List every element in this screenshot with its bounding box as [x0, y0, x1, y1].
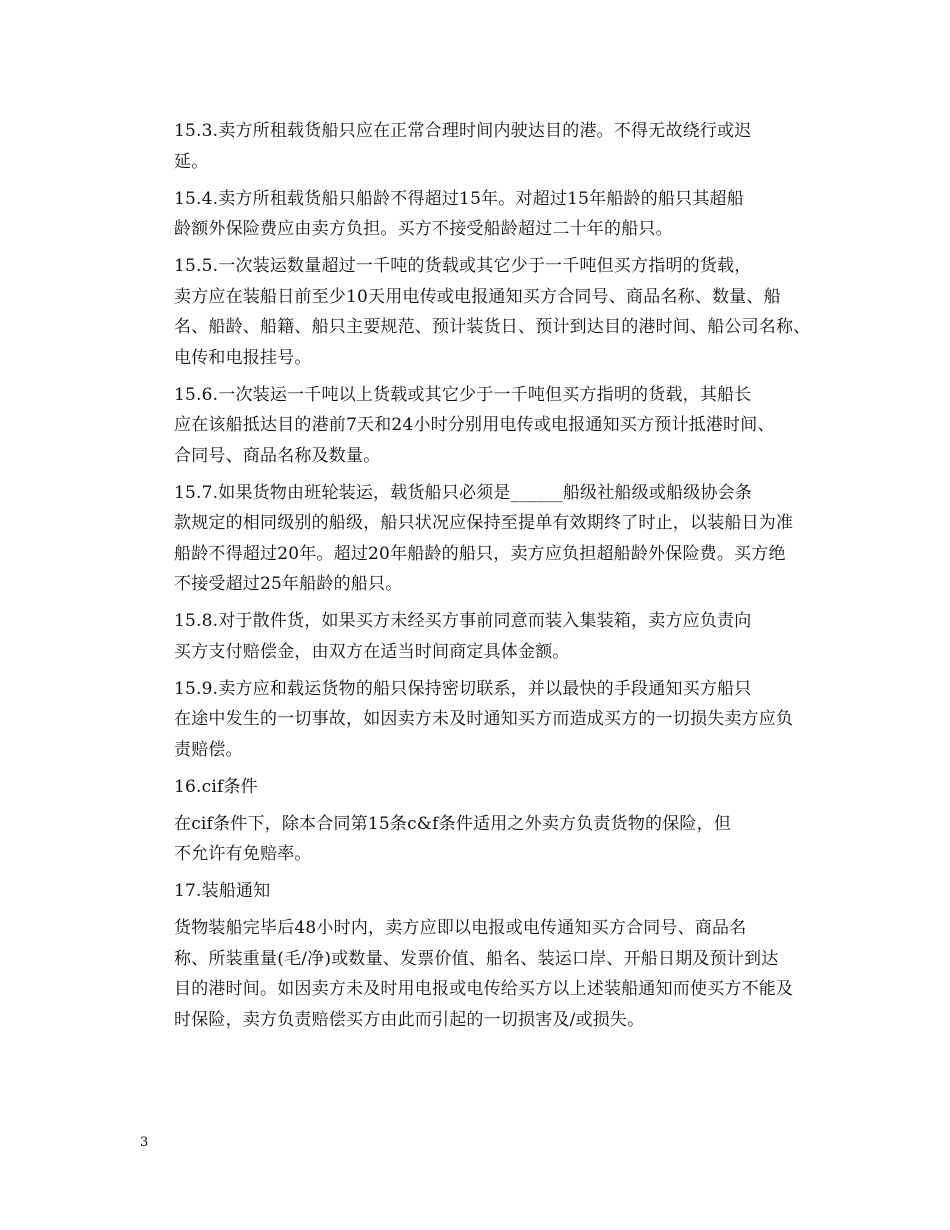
- text-line: 15.9.卖方应和载运货物的船只保持密切联系，并以最快的手段通知买方船只: [174, 678, 752, 699]
- paragraph: [140, 809, 820, 870]
- text-line: 15.3.卖方所租载货船只应在正常合理时间内驶达目的港。不得无故绕行或迟: [174, 121, 752, 141]
- paragraph: [140, 606, 820, 667]
- paragraph: [140, 913, 820, 1035]
- text-line: 17.装船通知: [174, 881, 271, 901]
- paragraph: [140, 251, 820, 373]
- text-line: 货物装船完毕后48小时内，卖方应即以电报或电传通知买方合同号、商品名: [174, 918, 747, 938]
- paragraph: [140, 116, 820, 177]
- text-line: 目的港时间。如因卖方未及时用电报或电传给买方以上述装船通知而使买方不能及: [174, 979, 794, 999]
- text-line: 15.8.对于散件货，如果买方未经买方事前同意而装入集装箱，卖方应负责向: [174, 611, 752, 631]
- text-line: 16.cif条件: [174, 776, 258, 797]
- paragraph: [140, 184, 820, 245]
- text-line: 时保险，卖方负责赔偿买方由此而引起的一切损害及/或损失。: [174, 1009, 645, 1030]
- text-line: 不接受超过25年船龄的船只。: [174, 574, 403, 594]
- text-line: 卖方应在装船日前至少10天用电传或电报通知买方合同号、商品名称、数量、船: [174, 286, 781, 307]
- text-line: 15.6.一次装运一千吨以上货载或其它少于一千吨但买方指明的货载，其船长: [174, 384, 752, 405]
- text-line: 合同号、商品名称及数量。: [174, 445, 381, 466]
- text-line: 买方支付赔偿金，由双方在适当时间商定具体金额。: [174, 641, 570, 662]
- document-body: [140, 116, 820, 1042]
- text-line: 延。: [174, 151, 209, 172]
- text-line: 应在该船抵达目的港前7天和24小时分别用电传或电报通知买方预计抵港时间、: [174, 415, 775, 435]
- text-line: 15.7.如果货物由班轮装运，载货船只必须是______船级社船级或船级协会条: [174, 482, 753, 503]
- text-line: 款规定的相同级别的船级，船只状况应保持至提单有效期终了时止，以装船日为准: [174, 513, 794, 533]
- text-line: 不允许有免赔率。: [174, 844, 312, 864]
- text-line: 15.5.一次装运数量超过一千吨的货载或其它少于一千吨但买方指明的货载，: [174, 256, 752, 276]
- text-line: 在cif条件下，除本合同第15条c&f条件适用之外卖方负责货物的保险，但: [174, 813, 732, 834]
- paragraph: [140, 772, 820, 803]
- paragraph: [140, 478, 820, 600]
- text-line: 责赔偿。: [174, 739, 243, 760]
- text-line: 15.4.卖方所租载货船只船龄不得超过15年。对超过15年船龄的船只其超船: [174, 188, 744, 209]
- paragraph: [140, 380, 820, 472]
- text-line: 龄额外保险费应由卖方负担。买方不接受船龄超过二十年的船只。: [174, 219, 673, 239]
- text-line: 称、所装重量(毛/净)或数量、发票价值、船名、装运口岸、开船日期及预计到达: [174, 948, 779, 969]
- text-line: 电传和电报挂号。: [174, 347, 312, 368]
- text-line: 船龄不得超过20年。超过20年船龄的船只，卖方应负担超船龄外保险费。买方绝: [174, 543, 786, 564]
- paragraph: [140, 674, 820, 766]
- page-number: 3: [140, 1135, 149, 1150]
- text-line: 在途中发生的一切事故，如因卖方未及时通知买方而造成买方的一切损失卖方应负: [174, 709, 794, 729]
- paragraph: [140, 876, 820, 907]
- text-line: 名、船龄、船籍、船只主要规范、预计装货日、预计到达目的港时间、船公司名称、: [174, 317, 811, 337]
